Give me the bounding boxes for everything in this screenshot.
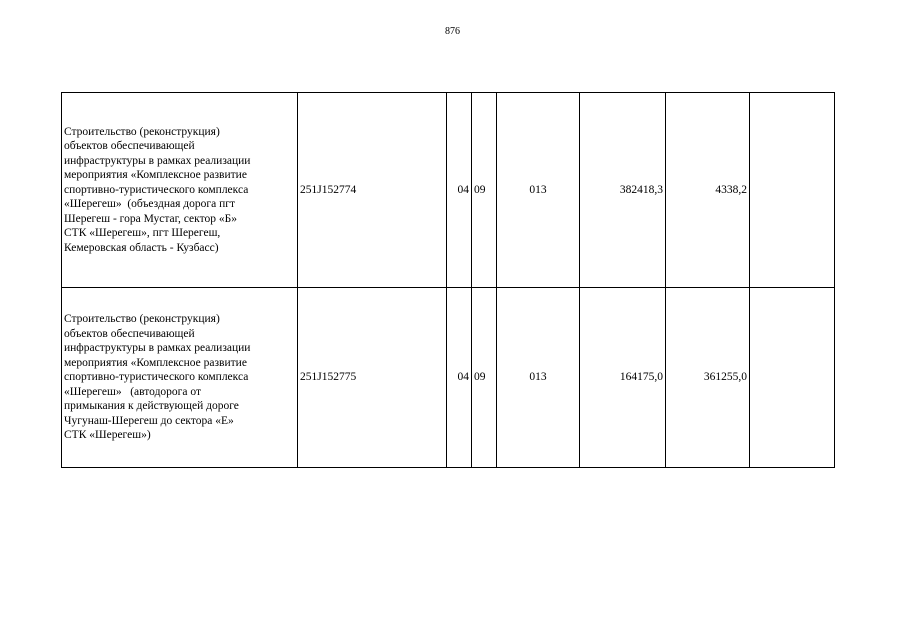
sum-2-cell: 4338,2 [666,93,750,288]
row-name-line: мероприятия «Комплексное развитие [64,169,247,182]
expense-type-cell: 013 [497,93,580,288]
target-article-cell: 251J152775 [298,288,447,468]
row-name-line: Шерегеш - гора Мустаг, сектор «Б» [64,212,237,225]
row-name-line: СТК «Шерегеш») [64,429,151,442]
budget-table [61,92,835,468]
row-name-line: спортивно-туристического комплекса [64,183,249,196]
row-name-line: Чугунаш-Шерегеш до сектора «Е» [64,414,234,427]
row-name-line: «Шерегеш» (объездная дорога пгт [64,198,235,211]
row-name-cell [62,93,298,288]
section-cell: 04 [447,93,472,288]
row-name-line: инфраструктуры в рамках реализации [64,154,251,167]
sum-2-cell: 361255,0 [666,288,750,468]
row-name-line: объектов обеспечивающей [64,140,195,153]
sum-1-cell: 382418,3 [580,93,666,288]
sum-3-cell [750,288,835,468]
sum-1-cell: 164175,0 [580,288,666,468]
row-name-line: Строительство (реконструкция) [64,125,220,138]
row-name-line: примыкания к действующей дороге [64,400,239,413]
table-row [62,93,835,288]
row-name-line: Строительство (реконструкция) [64,313,220,326]
page-number: 876 [445,26,460,37]
row-name-line: объектов обеспечивающей [64,327,195,340]
section-cell: 04 [447,288,472,468]
row-name-line: спортивно-туристического комплекса [64,371,249,384]
target-article-cell: 251J152774 [298,93,447,288]
table-row [62,288,835,468]
sum-3-cell [750,93,835,288]
row-name-cell [62,288,298,468]
row-name-line: Кемеровская область - Кузбасс) [64,241,219,254]
row-name-line: «Шерегеш» (автодорога от [64,385,202,398]
subsection-cell: 09 [472,288,497,468]
row-name-line: мероприятия «Комплексное развитие [64,356,247,369]
row-name-line: СТК «Шерегеш», пгт Шерегеш, [64,227,221,240]
row-name-line: инфраструктуры в рамках реализации [64,342,251,355]
expense-type-cell: 013 [497,288,580,468]
subsection-cell: 09 [472,93,497,288]
